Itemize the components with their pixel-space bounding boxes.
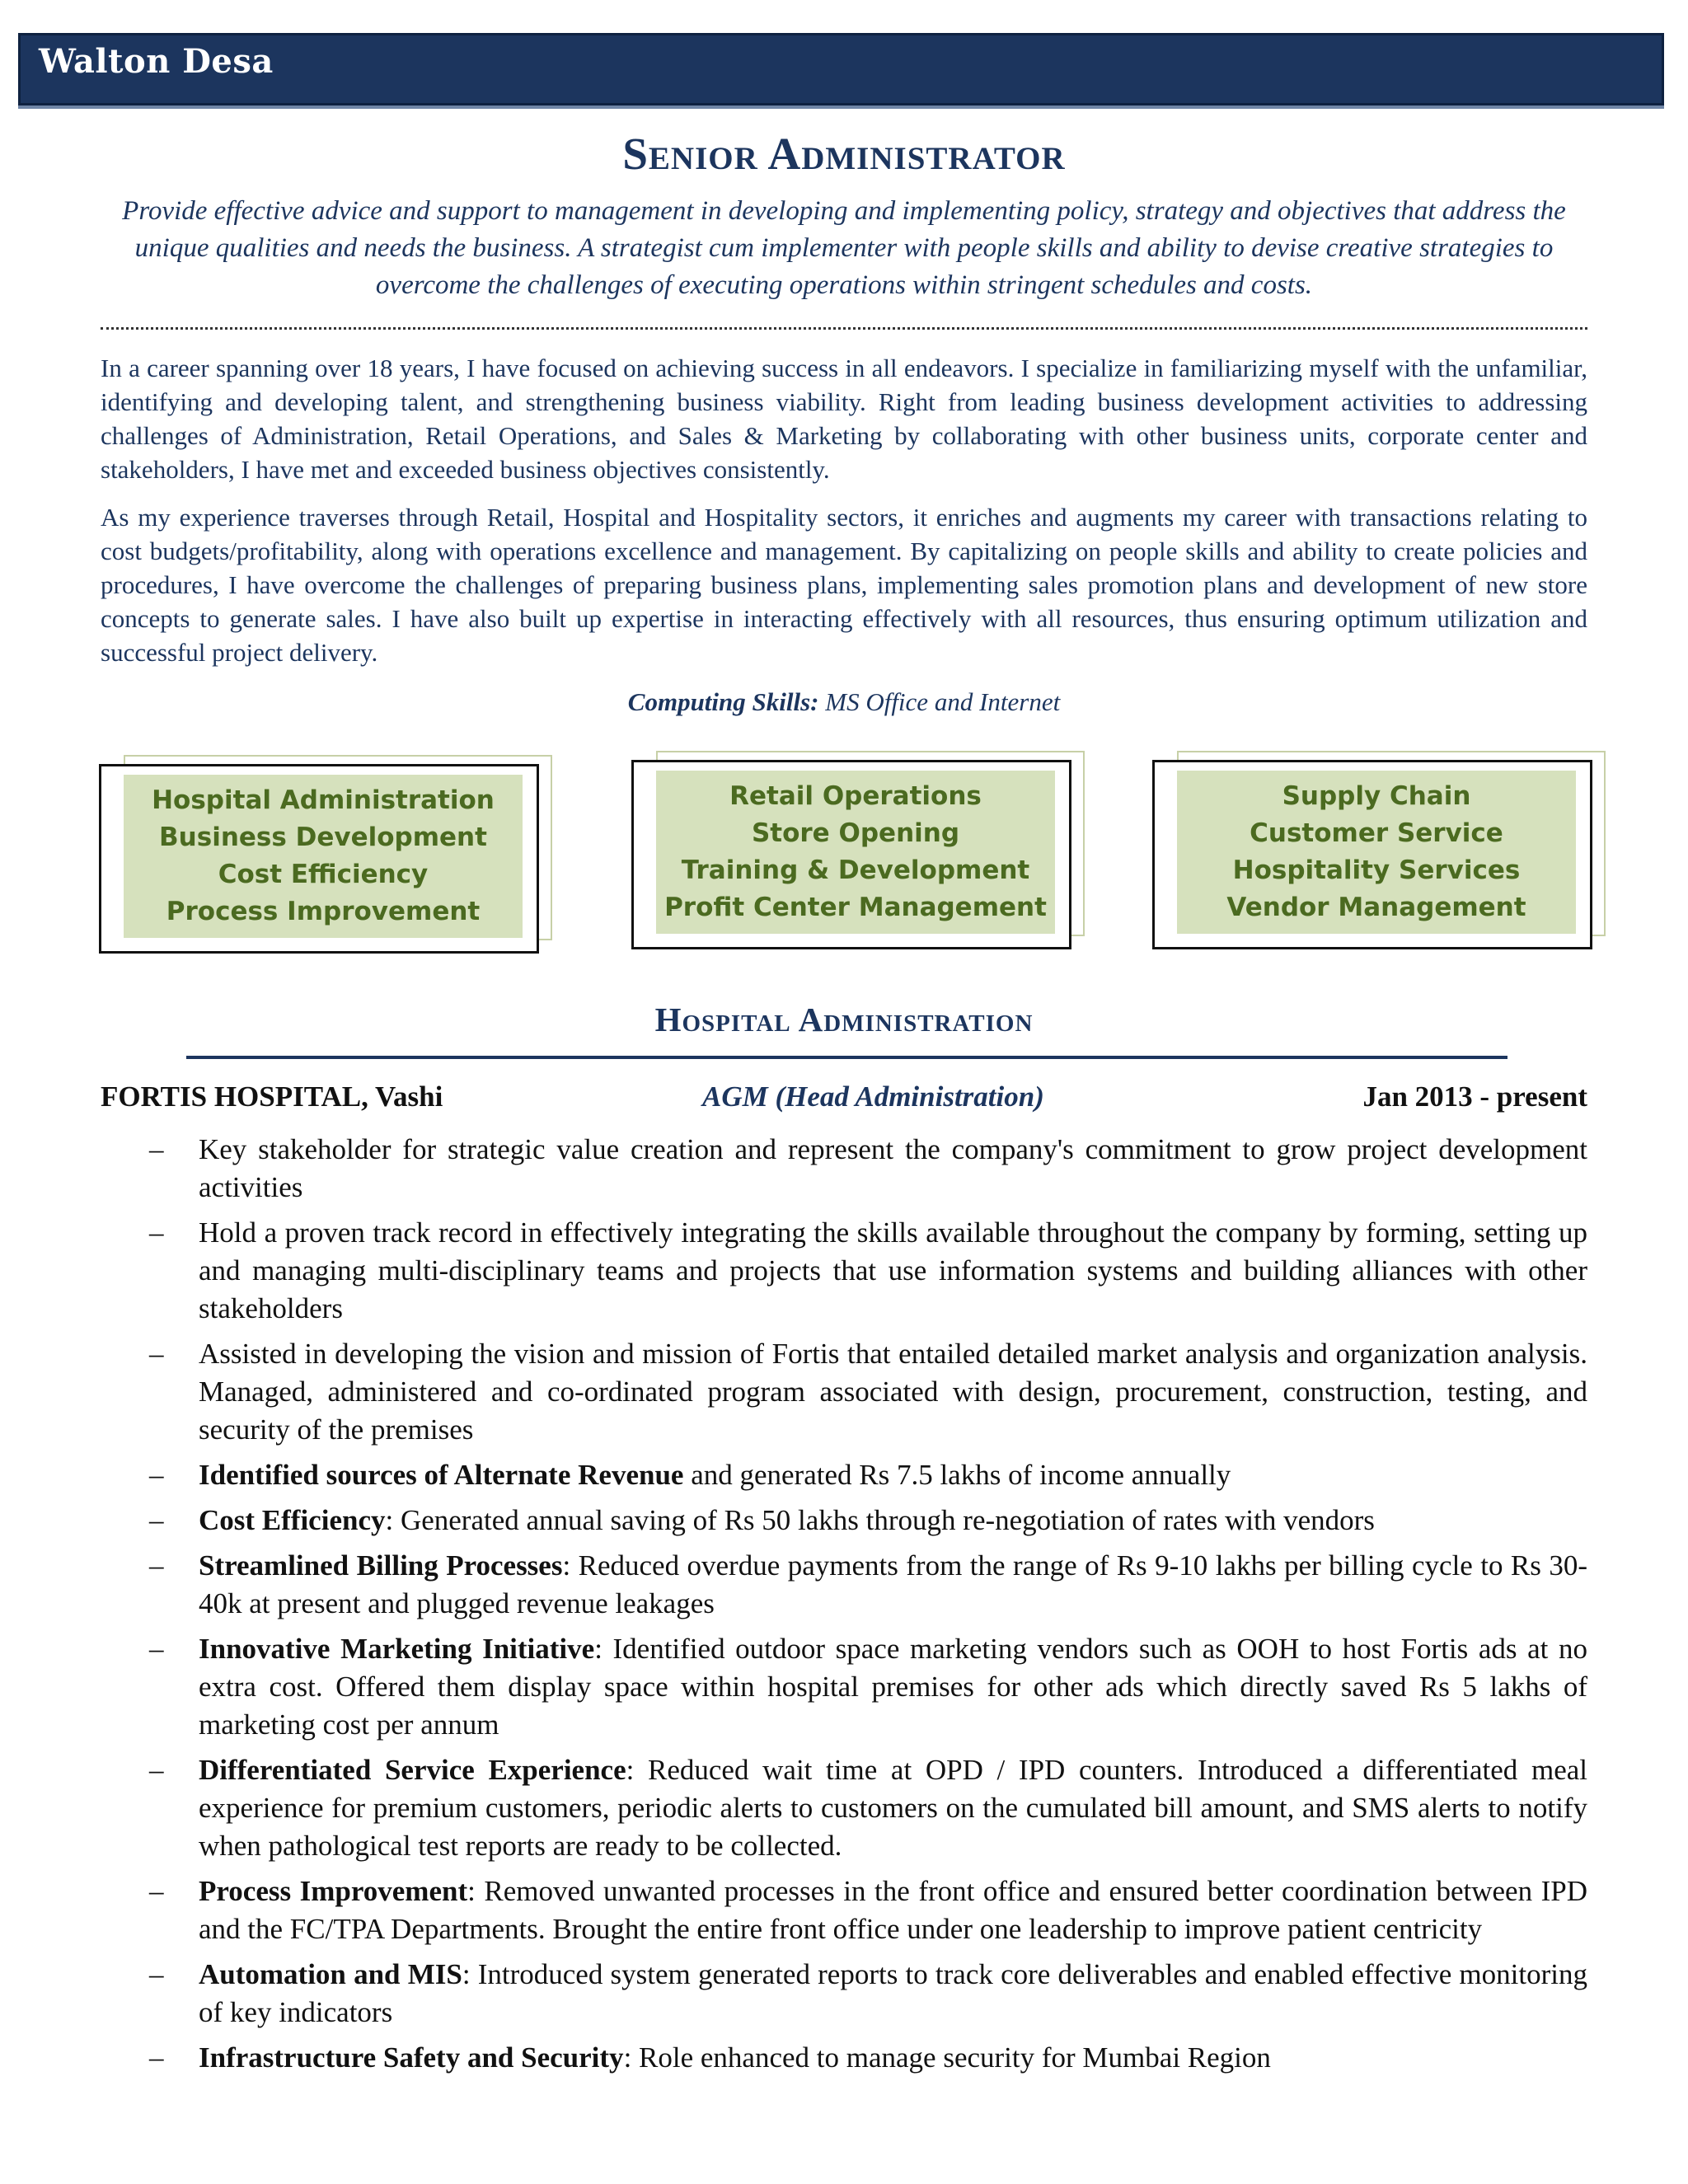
skill-item: Hospital Administration [152,785,495,815]
achievement-item [101,1630,1587,1744]
achievement-item [101,1131,1587,1207]
bullet-dash: – [149,1338,164,1370]
achievement-highlight: Identified sources of Alternate Revenue [199,1459,684,1491]
achievement-item [101,1335,1587,1449]
section-divider [186,1056,1507,1059]
achievement-item [101,1214,1587,1328]
bullet-dash: – [149,2041,164,2074]
achievement-text: Assisted in developing the vision and mission of Fortis that entailed detailed market analysis and organization analysis. Managed, administered and co-ordinated program associated with design, procurement, construction, testing, and security of the premises [199,1338,1587,1446]
section-heading: Hospital Administration [654,1001,1034,1038]
bullet-dash: – [149,1549,164,1582]
bullet-dash: – [149,1133,164,1165]
bullet-dash: – [149,1875,164,1907]
achievement-item [101,1956,1587,2032]
job-dates: Jan 2013 - present [1362,1080,1587,1113]
achievement-text: : Reduced wait time at OPD / IPD counters. Introduced a differentiated meal experience for premium customers, periodic alerts to customers on the cumulated bill amount, and SMS alerts to notify when pathological test reports are ready to be collected. [199,1754,1587,1862]
bullet-dash: – [149,1459,164,1491]
computing-skills-value: MS Office and Internet [825,687,1061,716]
achievement-text: : Generated annual saving of Rs 50 lakhs through re-negotiation of rates with vendors [385,1504,1375,1536]
achievement-item [101,2039,1587,2077]
name-banner [18,33,1664,105]
skill-item: Retail Operations [729,781,982,811]
achievement-text: : Reduced overdue payments from the range of Rs 9-10 lakhs per billing cycle to Rs 30-40k at present and plugged revenue leakages [199,1549,1587,1619]
skill-box-fill [124,775,523,938]
skill-item: Vendor Management [1226,893,1526,922]
resume-title: Senior Administrator [622,129,1066,179]
skill-box [99,752,557,958]
summary-paragraph: In a career spanning over 18 years, I have focused on achieving success in all endeavors. I specialize in familiarizing myself with the unfamiliar, identifying and developing talent, and strengthening business viability. Right from leading business development activities to addressing challenges of Administration, Retail Operations, and Sales & Marketing by collaborating with other business units, corporate center and stakeholders, I have met and exceeded business objectives consistently. [101,354,1587,484]
achievement-text: Key stakeholder for strategic value creation and represent the company's commitment to grow project development activities [199,1133,1587,1203]
achievement-highlight: Infrastructure Safety and Security [199,2041,624,2074]
achievement-item [101,1872,1587,1948]
skill-item: Supply Chain [1282,781,1471,811]
summary-paragraph: As my experience traverses through Retail, Hospital and Hospitality sectors, it enriches and augments my career with transactions relating to cost budgets/profitability, along with operations excellence and management. By capitalizing on people skills and ability to create policies and procedures, I have overcome the challenges of preparing business plans, implementing sales promotion plans and development of new store concepts to generate sales. I have also built up expertise in interacting effectively with all resources, thus ensuring optimum utilization and successful project delivery. [101,503,1587,667]
job-header [101,1080,1587,1122]
achievement-item [101,1502,1587,1540]
bullet-dash: – [149,1633,164,1665]
skill-item: Cost Efficiency [218,860,429,889]
skill-item: Process Improvement [166,897,481,926]
achievement-highlight: Cost Efficiency [199,1504,386,1536]
job-company: FORTIS HOSPITAL, Vashi [101,1080,443,1113]
achievement-text: and generated Rs 7.5 lakhs of income annually [683,1459,1231,1491]
bullet-dash: – [149,1754,164,1786]
skill-box-fill [1177,771,1576,934]
achievement-highlight: Differentiated Service Experience [199,1754,626,1786]
achievement-text: : Role enhanced to manage security for Mumbai Region [623,2041,1271,2074]
bullet-dash: – [149,1958,164,1990]
job-role: AGM (Head Administration) [702,1080,1044,1113]
achievement-item [101,1751,1587,1865]
achievement-text: : Introduced system generated reports to track core deliverables and enabled effective monitoring of key indicators [199,1958,1587,2028]
bullet-dash: – [149,1216,164,1249]
bullet-dash: – [149,1504,164,1536]
achievement-text: Hold a proven track record in effectively integrating the skills available throughout the company by forming, setting up and managing multi-disciplinary teams and projects that use information systems and building alliances with other stakeholders [199,1216,1587,1324]
achievement-list [101,1131,1587,2084]
skill-item: Training & Development [681,855,1030,885]
profile-tagline: Provide effective advice and support to management in developing and implementing policy, strategy and objectives that address the unique qualities and needs the business. A strategist cum implementer with people skills and ability to devise creative strategies to overcome the challenges of executing operations within stringent schedules and costs. [122,196,1566,300]
computing-skills [0,687,1688,717]
skill-box [631,748,1090,954]
achievement-highlight: Automation and MIS [199,1958,462,1990]
skill-item: Profit Center Management [664,893,1047,922]
candidate-name: Walton Desa [39,42,274,81]
skill-box-fill [656,771,1055,934]
skill-box [1152,748,1611,954]
skill-item: Customer Service [1250,818,1503,848]
achievement-item [101,1547,1587,1623]
skill-item: Store Opening [751,818,960,848]
achievement-text: : Removed unwanted processes in the front office and ensured better coordination between IPD and the FC/TPA Departments. Brought the entire front office under one leadership to improve patient centricity [199,1875,1587,1945]
computing-skills-label: Computing Skills: [627,687,819,716]
achievement-text: : Identified outdoor space marketing vendors such as OOH to host Fortis ads at no extra cost. Offered them display space within hospital premises for other ads which directly saved Rs 5 lakhs of marketing cost per annum [199,1633,1587,1741]
achievement-highlight: Process Improvement [199,1875,468,1907]
achievement-highlight: Innovative Marketing Initiative [199,1633,595,1665]
skill-item: Business Development [159,823,487,852]
skill-item: Hospitality Services [1232,855,1521,885]
dotted-divider [101,327,1587,330]
achievement-highlight: Streamlined Billing Processes [199,1549,563,1582]
achievement-item [101,1456,1587,1494]
